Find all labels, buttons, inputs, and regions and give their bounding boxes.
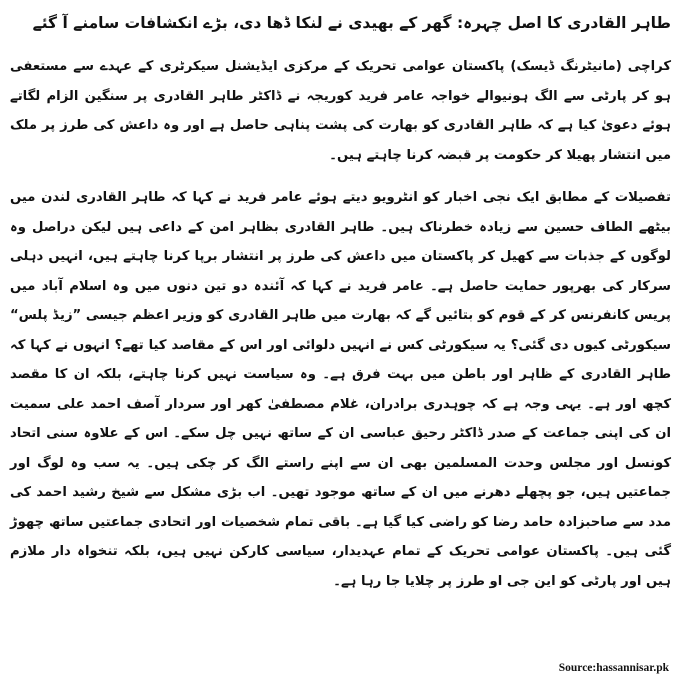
- article-paragraph: تفصیلات کے مطابق ایک نجی اخبار کو انٹرویو دیتے ہوئے عامر فرید نے کہا کہ طاہر القادری لندن میں بیٹھے الطاف حسین سے زیادہ خطرناک ہیں۔ طاہر القادری بظاہر امن کے داعی ہیں لیکن دراصل وہ لوگوں کے جذبات سے کھیل کر پاکستان میں داعش کی طرز پر انتشار برپا کرنا چاہتے ہیں، انہیں دہلی سرکار کی بھرپور حمایت حاصل ہے۔ عامر فرید نے کہا کہ آئندہ دو تین دنوں میں وہ اسلام آباد میں پریس کانفرنس کر کے قوم کو بتائیں گے کہ بھارت میں طاہر القادری کو وزیر اعظم جیسی ”زیڈ پلس“ سیکورٹی کیوں دی گئی؟ یہ سیکورٹی کس نے انہیں دلوائی اور اس کے مقاصد کیا تھے؟ انہوں نے کہا کہ طاہر القادری کے ظاہر اور باطن میں بہت فرق ہے۔ وہ سیاست نہیں کرنا چاہتے، بلکہ ان کا مقصد کچھ اور ہے۔ یہی وجہ ہے کہ چوہدری برادران، غلام مصطفیٰ کھر اور سردار آصف احمد علی سمیت ان کی اپنی جماعت کے صدر ڈاکٹر رحیق عباسی ان کے ساتھ نہیں چل سکے۔ اس کے علاوہ سنی اتحاد کونسل اور مجلس وحدت المسلمین بھی ان سے اپنے راستے الگ کر چکی ہیں۔ یہ سب وہ لوگ اور جماعتیں ہیں، جو پچھلے دھرنے میں ان کے ساتھ موجود تھیں۔ اب بڑی مشکل سے شیخ رشید احمد کی مدد سے صاحبزادہ حامد رضا کو راضی کیا گیا ہے۔ باقی تمام شخصیات اور اتحادی جماعتیں ساتھ چھوڑ گئی ہیں۔ پاکستان عوامی تحریک کے تمام عہدیدار، سیاسی کارکن نہیں ہیں، بلکہ تنخواہ دار ملازم ہیں اور پارٹی کو این جی او طرز پر چلایا جا رہا ہے۔: [10, 190, 671, 589]
- source-credit: Source:hassannisar.pk: [558, 662, 669, 674]
- article-headline: طاہر القادری کا اصل چہرہ: گھر کے بھیدی نے لنکا ڈھا دی، بڑے انکشافات سامنے آ گئے: [32, 14, 671, 32]
- article-paragraph: کراچی (مانیٹرنگ ڈیسک) پاکستان عوامی تحریک کے مرکزی ایڈیشنل سیکرٹری کے عہدے سے مستعفی ہو کر پارٹی سے الگ ہونیوالے خواجہ عامر فرید کوریجہ نے ڈاکٹر طاہر القادری پر سنگین الزام لگاتے ہوئے دعویٰ کیا ہے کہ طاہر القادری کو بھارت کی پشت پناہی حاصل ہے اور وہ داعش کی طرز پر ملک میں انتشار پھیلا کر حکومت پر قبضہ کرنا چاہتے ہیں۔: [10, 59, 671, 163]
